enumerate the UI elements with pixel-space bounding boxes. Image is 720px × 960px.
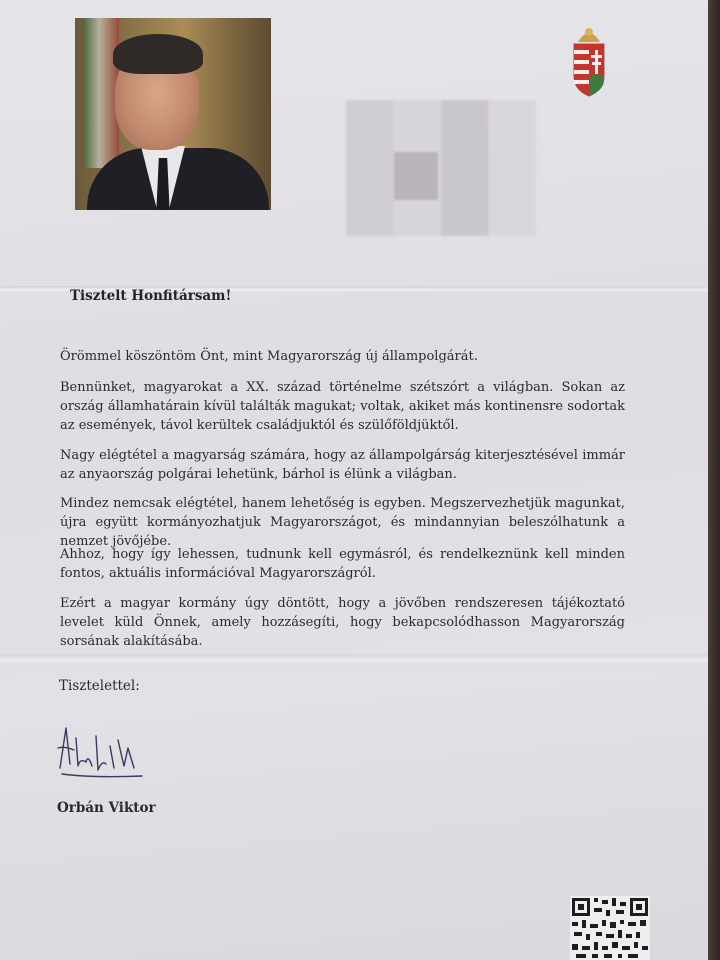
closing-salutation: Tisztelettel: — [59, 678, 140, 694]
photo-hair — [113, 34, 203, 74]
redacted-patch — [394, 152, 438, 200]
flag-in-photo — [83, 18, 119, 168]
paragraph-4: Mindez nemcsak elégtétel, hanem lehetőség is egyben. Megszervezhetjük magunkat, újra együtt kormányozhatjuk Magyarországot, és mindannyian beleszólhatunk a nemzet jövőjébe. — [60, 496, 625, 549]
sender-name: Orbán Viktor — [57, 800, 156, 816]
paper-fold-bottom — [0, 654, 708, 666]
portrait-photo — [75, 18, 271, 210]
paragraph-1: Örömmel köszöntöm Önt, mint Magyarország új állampolgárát. — [60, 349, 478, 364]
paragraph-5: Ahhoz, hogy így lehessen, tudnunk kell egymásról, és rendelkeznünk kell minden fontos, aktuális információval Magyarországról. — [60, 547, 625, 581]
paragraph-3: Nagy elégtétel a magyarság számára, hogy az állampolgárság kiterjesztésével immár az anyaország polgárai lehetünk, bárhol is élünk a világban. — [60, 448, 625, 482]
letter-greeting: Tisztelt Honfitársam! — [70, 288, 232, 304]
paragraph-6: Ezért a magyar kormány úgy döntött, hogy a jövőben rendszeresen tájékoztató levelet küld Önnek, amely hozzásegíti, hogy bekapcsolódhasson Magyarország sorsának alakításába. — [60, 596, 625, 649]
table-edge — [708, 0, 720, 960]
qr-code-icon — [570, 896, 650, 960]
handwritten-signature — [52, 718, 148, 784]
redacted-address-block — [346, 100, 536, 236]
paragraph-2: Bennünket, magyarokat a XX. század történelme szétszórt a világban. Sokan az ország államhatárain kívül találták magukat; voltak, akiket más kontinensre sodortak az események, távol kerültek családjuktól és szülőföldjüktől. — [60, 380, 625, 433]
hungarian-coat-of-arms-icon — [570, 20, 608, 98]
